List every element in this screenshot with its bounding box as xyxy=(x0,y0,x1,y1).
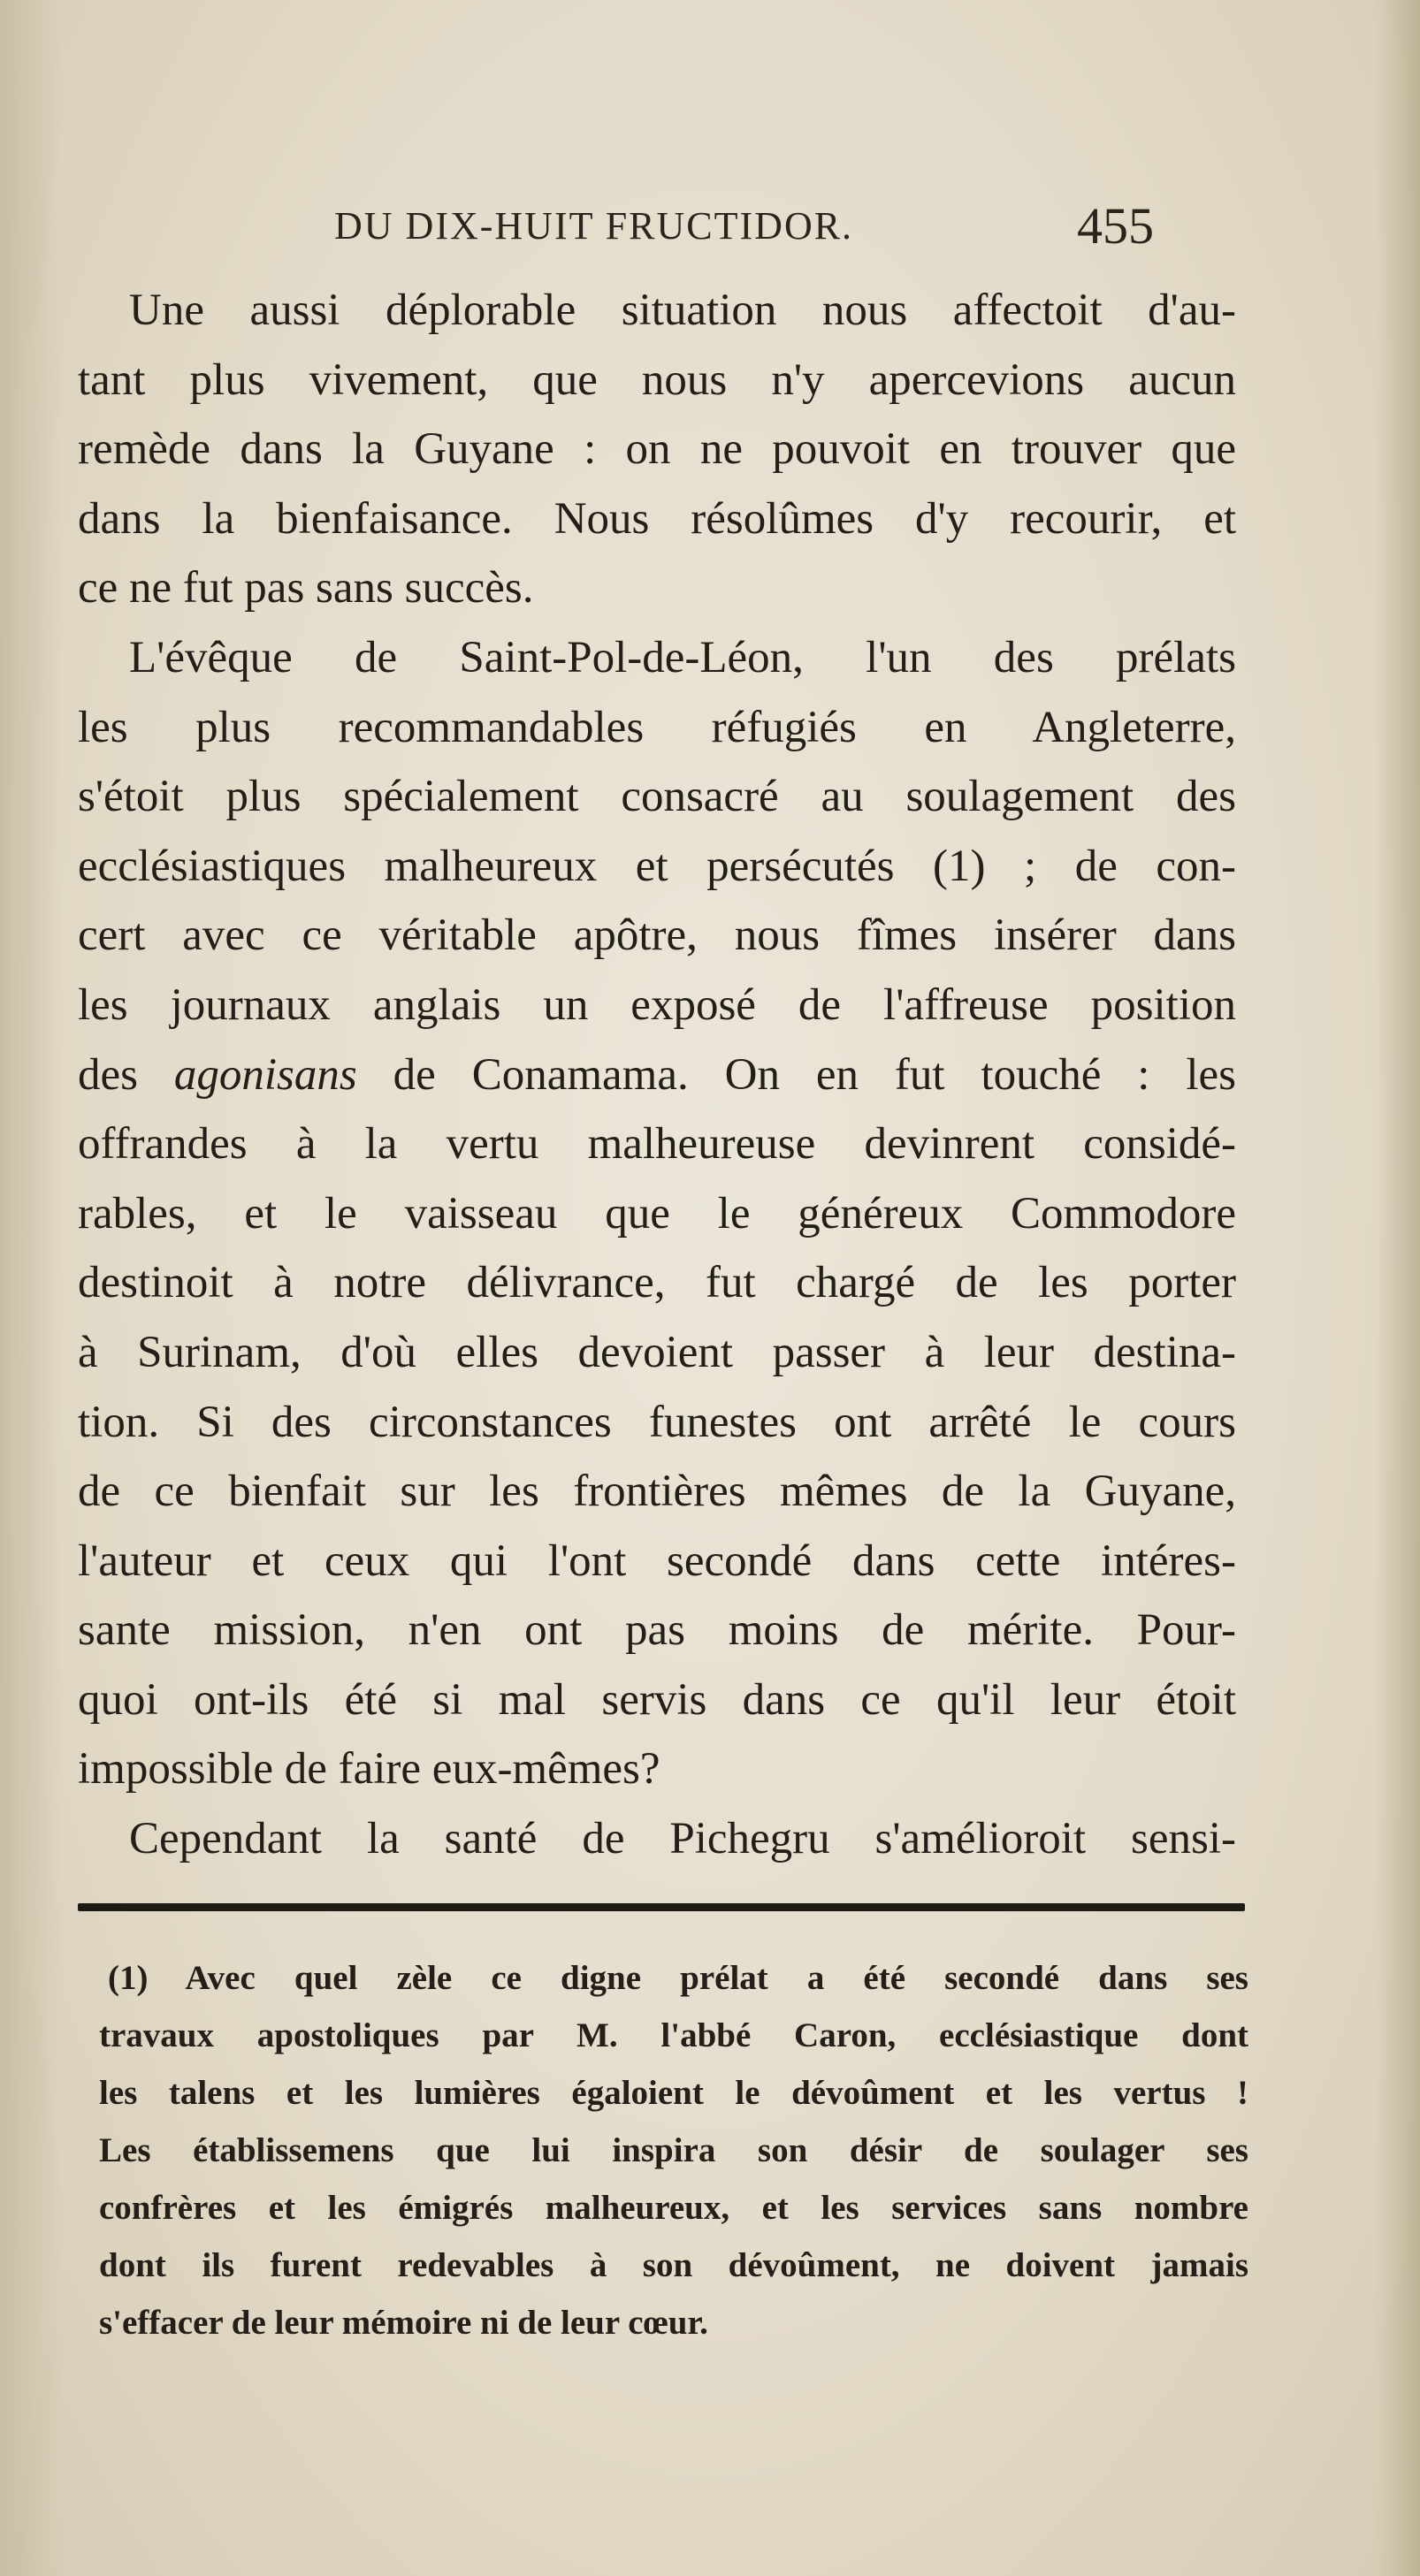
text-line: impossible de faire eux-mêmes? xyxy=(78,1744,660,1795)
text-line: s'étoit plus spécialement consacré au soulagement des xyxy=(78,772,1236,822)
text-line: rables, et le vaisseau que le généreux Commodore xyxy=(78,1188,1236,1238)
text-line: ce ne fut pas sans succès. xyxy=(78,563,534,614)
page-edge-shadow-right xyxy=(1376,0,1420,2576)
text-line: l'auteur et ceux qui l'ont secondé dans cette intéres- xyxy=(78,1536,1236,1586)
text-line: tant plus vivement, que nous n'y apercevions aucun xyxy=(78,354,1236,405)
text-line: à Surinam, d'où elles devoient passer à leur destina- xyxy=(78,1327,1236,1377)
footnote xyxy=(99,1949,1248,2351)
text-line: les journaux anglais un exposé de l'affreuse position xyxy=(78,979,1236,1030)
text-line: tion. Si des circonstances funestes ont arrêté le cours xyxy=(78,1397,1236,1447)
text-line: remède dans la Guyane : on ne pouvoit en trouver que xyxy=(78,424,1236,475)
page-number: 455 xyxy=(1077,197,1154,255)
page-edge-shadow-left xyxy=(0,0,62,2576)
text-line: cert avec ce véritable apôtre, nous fîmes insérer dans xyxy=(78,911,1236,961)
text-segment: des xyxy=(78,1049,174,1100)
footnote-line: s'effacer de leur mémoire ni de leur cœur. xyxy=(99,2304,708,2342)
text-line: les plus recommandables réfugiés en Angleterre, xyxy=(78,702,1236,752)
text-line: Cependant la santé de Pichegru s'amélioroit sensi- xyxy=(129,1814,1236,1864)
footnote-rule xyxy=(78,1903,1245,1911)
footnote-line: les talens et les lumières égaloient le dévoûment et les vertus ! xyxy=(99,2074,1248,2112)
footnote-line: (1) Avec quel zèle ce digne prélat a été secondé dans ses xyxy=(108,1959,1248,1997)
text-line: destinoit à notre délivrance, fut chargé de les porter xyxy=(78,1258,1236,1308)
text-line: dans la bienfaisance. Nous résolûmes d'y recourir, et xyxy=(78,493,1236,544)
running-head xyxy=(78,196,1227,258)
text-line: sante mission, n'en ont pas moins de mérite. Pour- xyxy=(78,1605,1236,1656)
footnote-line: Les établissemens que lui inspira son désir de soulager ses xyxy=(99,2131,1248,2169)
text-line: ecclésiastiques malheureux et persécutés (1) ; de con- xyxy=(78,841,1236,891)
italic-word: agonisans xyxy=(173,1049,357,1100)
text-line: L'évêque de Saint-Pol-de-Léon, l'un des prélats xyxy=(129,632,1236,682)
main-text xyxy=(78,276,1236,1874)
text-line: offrandes à la vertu malheureuse devinrent considé- xyxy=(78,1119,1236,1170)
footnote-line: dont ils furent redevables à son dévoûment, ne doivent jamais xyxy=(99,2246,1248,2284)
text-line xyxy=(78,1040,1236,1110)
footnote-line: travaux apostoliques par M. l'abbé Caron, ecclésiastique dont xyxy=(99,2016,1248,2054)
footnote-line: confrères et les émigrés malheureux, et les services sans nombre xyxy=(99,2189,1248,2227)
running-title: DU DIX-HUIT FRUCTIDOR. xyxy=(334,204,854,248)
text-segment: de Conamama. On en fut touché : les xyxy=(356,1049,1236,1100)
text-line: quoi ont-ils été si mal servis dans ce qu'il leur étoit xyxy=(78,1674,1236,1725)
text-line: Une aussi déplorable situation nous affectoit d'au- xyxy=(129,286,1236,335)
text-line: de ce bienfait sur les frontières mêmes de la Guyane, xyxy=(78,1467,1236,1517)
